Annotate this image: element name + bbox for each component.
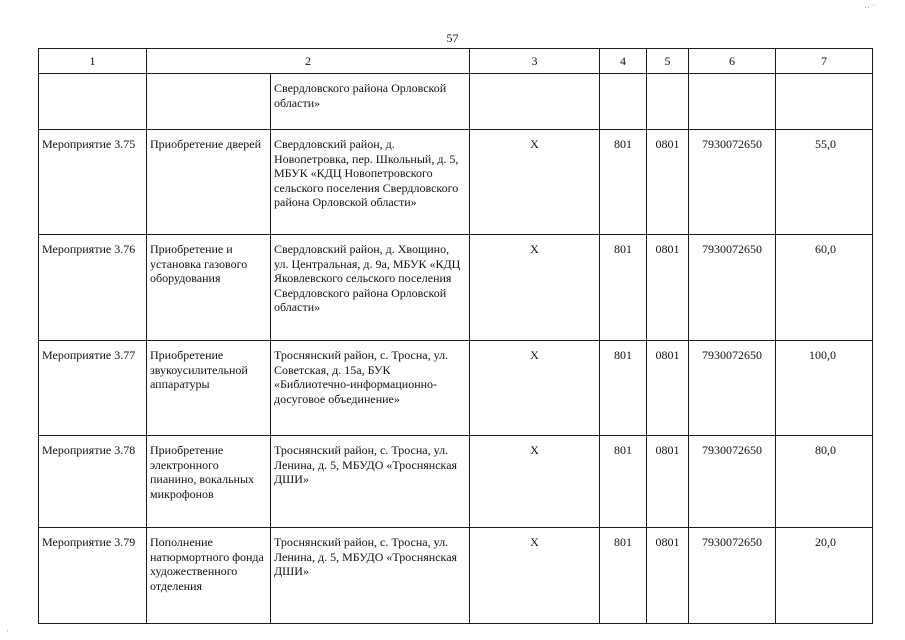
header-cell-5: 5 <box>647 49 689 74</box>
header-cell-3: 3 <box>470 49 600 74</box>
header-cell-2: 2 <box>147 49 470 74</box>
header-cell-7: 7 <box>776 49 873 74</box>
header-cell-6: 6 <box>689 49 776 74</box>
measure-cell: Мероприятие 3.77 <box>39 341 147 436</box>
location-cell: Троснянский район, с. Тросна, ул. Советская, д. 15а, БУК «Библиотечно-информационно-досуговое объединение» <box>271 341 470 436</box>
col5-cell <box>647 74 689 130</box>
col5-cell: 0801 <box>647 528 689 624</box>
location-cell: Троснянский район, с. Тросна, ул. Ленина, д. 5, МБУДО «Троснянская ДШИ» <box>271 528 470 624</box>
col3-cell <box>470 74 600 130</box>
name-cell: Приобретение звукоусилительной аппаратуры <box>147 341 271 436</box>
col7-cell: 80,0 <box>776 436 873 528</box>
location-cell: Свердловского района Орловской области» <box>271 74 470 130</box>
name-cell: Приобретение и установка газового оборудования <box>147 235 271 341</box>
measure-cell: Мероприятие 3.79 <box>39 528 147 624</box>
col6-cell: 7930072650 <box>689 235 776 341</box>
measure-cell: Мероприятие 3.75 <box>39 130 147 235</box>
table-row <box>39 528 873 624</box>
col4-cell: 801 <box>600 130 647 235</box>
scan-speck: ‥ · <box>864 0 876 10</box>
col5-cell: 0801 <box>647 130 689 235</box>
name-cell: Приобретение дверей <box>147 130 271 235</box>
col3-cell: Х <box>470 341 600 436</box>
col3-cell: Х <box>470 130 600 235</box>
col4-cell: 801 <box>600 436 647 528</box>
scan-speck: · <box>6 626 9 636</box>
col5-cell: 0801 <box>647 436 689 528</box>
table-row <box>39 235 873 341</box>
col5-cell: 0801 <box>647 341 689 436</box>
col6-cell: 7930072650 <box>689 130 776 235</box>
col7-cell: 100,0 <box>776 341 873 436</box>
budget-table <box>38 48 873 624</box>
measure-cell <box>39 74 147 130</box>
col5-cell: 0801 <box>647 235 689 341</box>
location-cell: Троснянский район, с. Тросна, ул. Ленина, д. 5, МБУДО «Троснянская ДШИ» <box>271 436 470 528</box>
name-cell <box>147 74 271 130</box>
col3-cell: Х <box>470 436 600 528</box>
col4-cell: 801 <box>600 341 647 436</box>
col7-cell: 55,0 <box>776 130 873 235</box>
col7-cell: 20,0 <box>776 528 873 624</box>
table-row-continuation <box>39 74 873 130</box>
measure-cell: Мероприятие 3.76 <box>39 235 147 341</box>
name-cell: Приобретение электронного пианино, вокальных микрофонов <box>147 436 271 528</box>
col6-cell: 7930072650 <box>689 436 776 528</box>
page-number: 57 <box>446 31 459 45</box>
col4-cell: 801 <box>600 528 647 624</box>
col6-cell <box>689 74 776 130</box>
header-cell-4: 4 <box>600 49 647 74</box>
name-cell: Пополнение натюрмортного фонда художественного отделения <box>147 528 271 624</box>
table-row <box>39 341 873 436</box>
table-row <box>39 130 873 235</box>
col3-cell: Х <box>470 528 600 624</box>
table-row <box>39 436 873 528</box>
measure-cell: Мероприятие 3.78 <box>39 436 147 528</box>
col6-cell: 7930072650 <box>689 341 776 436</box>
location-cell: Свердловский район, д. Новопетровка, пер. Школьный, д. 5, МБУК «КДЦ Новопетровского сельского поселения Свердловского района Орловской области» <box>271 130 470 235</box>
col3-cell: Х <box>470 235 600 341</box>
header-cell-1: 1 <box>39 49 147 74</box>
header-row <box>39 49 873 74</box>
col7-cell: 60,0 <box>776 235 873 341</box>
location-cell: Свердловский район, д. Хвощино, ул. Центральная, д. 9а, МБУК «КДЦ Яковлевского сельского поселения Свердловского района Орловской области» <box>271 235 470 341</box>
col7-cell <box>776 74 873 130</box>
col4-cell: 801 <box>600 235 647 341</box>
col6-cell: 7930072650 <box>689 528 776 624</box>
col4-cell <box>600 74 647 130</box>
